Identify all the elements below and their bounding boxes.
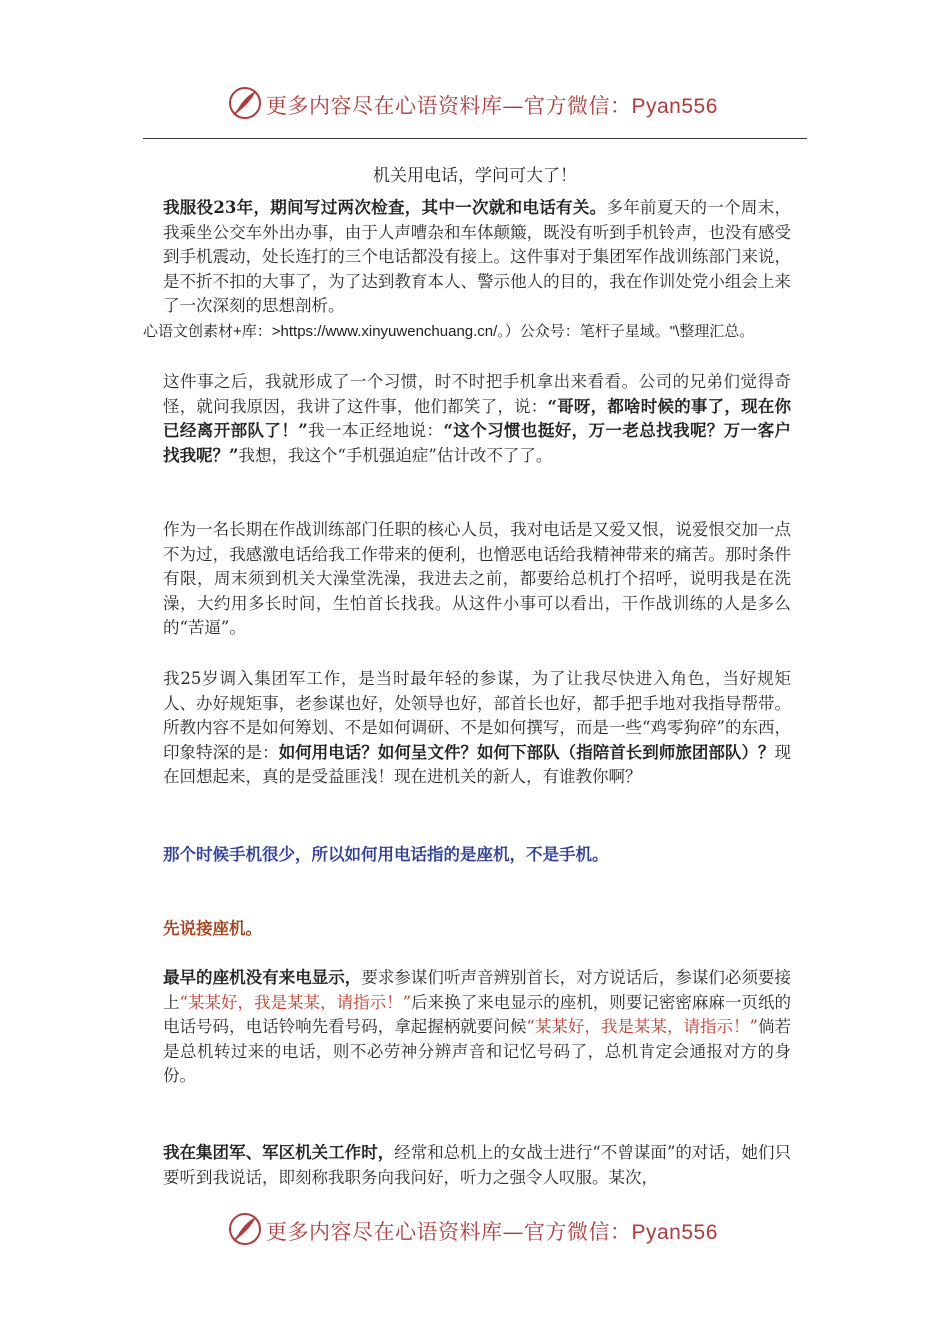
- banner-text: 更多内容尽在心语资料库—官方微信：Pyan556: [266, 94, 718, 118]
- paragraph-4: 我25岁调入集团军工作，是当时最年轻的参谋，为了让我尽快进入角色，当好规矩人、办好规矩事，老参谋也好，处领导也好，部首长也好，都手把手地对我指导帮带。所教内容不是如何筹划、不是如何调研、不是如何撰写，而是一些“鸡零狗碎”的东西，印象特深的是：如何用电话？如何呈文件？如何下部队（指陪首长到师旅团部队）？现在回想起来，真的是受益匪浅！现在进机关的新人，有谁教你啊？: [163, 669, 792, 787]
- paragraph-8: 我在集团军、军区机关工作时，经常和总机上的女战士进行“不曾谋面”的对话，她们只要听到我说话，即刻称我职务向我问好，听力之强令人叹服。某次，: [163, 1143, 791, 1187]
- paragraph-1: [163, 196, 791, 319]
- quote-brother: “哥呀，都啥时候的事了，现在你已经离开部队了！”: [163, 396, 792, 441]
- quill-pen-logo-icon: [228, 1212, 262, 1246]
- section-heading: 先说接座机。: [163, 919, 262, 938]
- key-questions: 如何用电话？如何呈文件？如何下部队（指陪首长到师旅团部队）？: [278, 742, 775, 762]
- paragraph-3: 作为一名长期在作战训练部门任职的核心人员，我对电话是又爱又恨，说爱恨交加一点不为过，我感激电话给我工作带来的便利，也憎恶电话给我精神带来的痛苦。那时条件有限，周末须到机关大澡堂洗澡，我进去之前，都要给总机打个招呼，说明我是在洗澡，大约用多长时间，生怕首长找我。从这件小事可以看出，干作战训练的人是多么的“苦逼”。: [163, 520, 791, 638]
- quote-reply: “这个习惯也挺好，万一老总找我呢？万一客户找我呢？”: [163, 421, 791, 465]
- greeting-quote-1: “某某好，我是某某，请指示！”: [179, 992, 412, 1012]
- footer-banner: [0, 1210, 950, 1250]
- wechat-id: Pyan556: [631, 1221, 718, 1244]
- paragraph-1-body: 多年前夏天的一个周末，我乘坐公交车外出办事，由于人声嘈杂和车体颠簸，既没有听到手机铃声，也没有感受到手机震动，处长连打的三个电话都没有接上。这件事对于集团军作战训练部门来说，是不折不扣的大事了，为了达到教育本人、警示他人的目的，我在作训处党小组会上来了一次深刻的思想剖析。: [163, 198, 792, 316]
- banner-text: 更多内容尽在心语资料库—官方微信：Pyan556: [266, 1220, 718, 1244]
- wechat-id: Pyan556: [631, 95, 718, 118]
- paragraph-7: 最早的座机没有来电显示，要求参谋们听声音辨别首长，对方说话后，参谋们必须要接上“某某好，我是某某，请指示！”后来换了来电显示的座机，则要记密密麻麻一页纸的电话号码，电话铃响先看号码，拿起握柄就要问候“某某好，我是某某，请指示！”倘若是总机转过来的电话，则不必劳神分辨声音和记忆号码了，总机肯定会通报对方的身份。: [163, 968, 792, 1086]
- header-divider: [143, 138, 807, 139]
- paragraph-2: 这件事之后，我就形成了一个习惯，时不时把手机拿出来看看。公司的兄弟们觉得奇怪，就问我原因，我讲了这件事，他们都笑了，说：“哥呀，都啥时候的事了，现在你已经离开部队了！”我一本正经地说：“这个习惯也挺好，万一老总找我呢？万一客户找我呢？”我想，我这个“手机强迫症”估计改不了了。: [163, 372, 792, 465]
- quill-pen-logo-icon: [228, 86, 262, 120]
- paragraph-1-lead: 我服役23年，期间写过两次检查，其中一次就和电话有关。: [163, 198, 607, 217]
- source-line: 心语文创素材+库：>https://www.xinyuwenchuang.cn/。）公众号：笔杆子星域。"\整理汇总。: [143, 323, 755, 340]
- page-title: 机关用电话，学问可大了！: [373, 166, 577, 186]
- header-banner: [0, 84, 950, 124]
- paragraph-5-note: 那个时候手机很少，所以如何用电话指的是座机，不是手机。: [163, 845, 609, 864]
- greeting-quote-2: “某某好，我是某某，请指示！”: [526, 1017, 758, 1037]
